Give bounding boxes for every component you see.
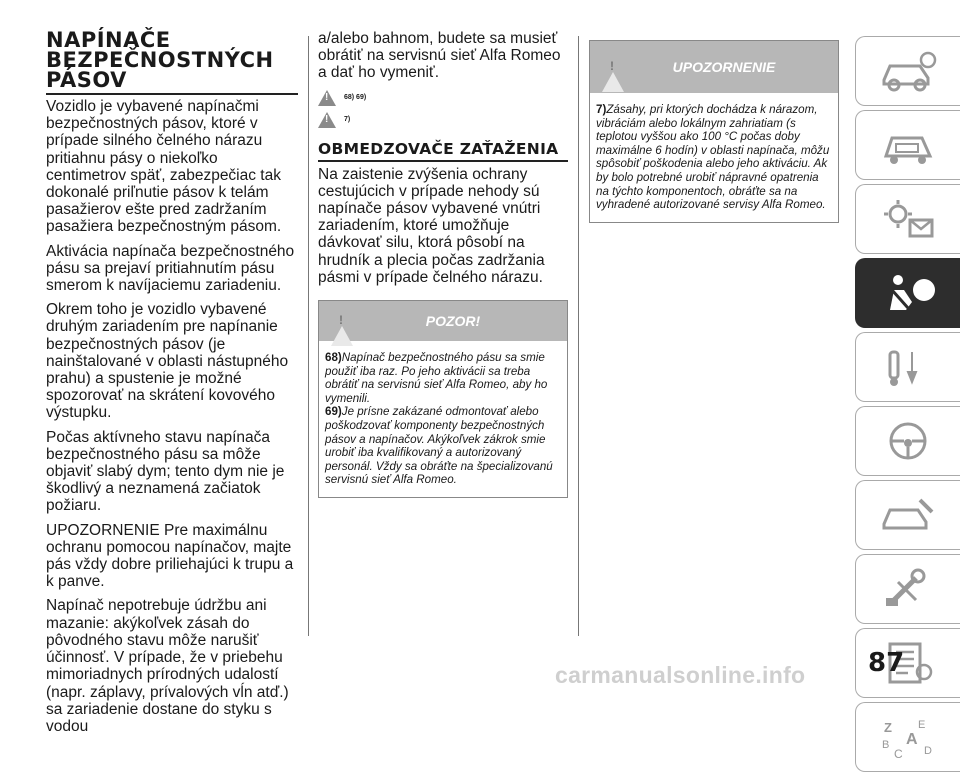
tab-emergency[interactable] xyxy=(855,480,960,550)
caution-box xyxy=(589,40,839,223)
paragraph: Napínač nepotrebuje údržbu ani mazanie: akýkoľvek zásah do pôvodného stavu môže narušiť účinnosť. V prípade, že v priebehu mimoriadnych prírodných udalostí (napr. záplavy, prívalových vĺn atď.) sa zariadenie dostane do styku s vodou xyxy=(46,597,289,735)
tab-safety[interactable] xyxy=(855,258,960,328)
tab-index[interactable] xyxy=(855,702,960,772)
caution-triangle-icon xyxy=(602,55,624,73)
column-middle xyxy=(318,30,568,498)
tab-car-info[interactable] xyxy=(855,36,960,106)
caution-box-body xyxy=(590,93,838,222)
car-dashboard-icon xyxy=(876,122,940,168)
steering-wheel-icon xyxy=(876,418,940,464)
caution-box-title: UPOZORNENIE xyxy=(672,59,776,75)
caution-item: 7)Zásahy, pri ktorých dochádza k nárazom, vibráciám alebo lokálnym zahriatiam (s teplotou vyššou ako 100 °C počas doby maximálne 6 hodín) v oblasti napínača, môžu spôsobiť poškodenia alebo jeho aktiváciu. Ak by bolo potrebné urobiť nápravné opatrenia na týchto komponentoch, obráťte sa na vyhradené autorizované servisy Alfa Romeo. xyxy=(596,103,830,212)
key-start-icon xyxy=(876,344,940,390)
page-number: 87 xyxy=(868,648,905,678)
column-left xyxy=(46,30,298,742)
watermark: carmanualsonline.info xyxy=(555,662,806,688)
paragraph: Aktivácia napínača bezpečnostného pásu sa prejaví pritiahnutím pásu smerom k navíjaciemu zariadeniu. xyxy=(46,242,295,295)
reference-number: 7) xyxy=(344,116,351,124)
caution-box-header xyxy=(590,41,838,93)
column-divider xyxy=(308,36,309,636)
warning-item: 69)Je prísne zakázané odmontovať alebo poškodzovať komponenty bezpečnostných pásov a napínačov. Akýkoľvek zákrok smie urobiť iba kvalifikovaný a autorizovaný personál. Vždy sa obráťte na špecializovanú servisnú sieť Alfa Romeo. xyxy=(325,405,553,487)
warning-lights-icon xyxy=(876,196,940,242)
warning-triangle-icon xyxy=(318,90,336,106)
paragraph: UPOZORNENIE Pre maximálnu ochranu pomocou napínačov, majte pás vždy dobre priliehajúci k trupu a k panve. xyxy=(46,521,294,591)
column-divider xyxy=(578,36,579,636)
warning-reference xyxy=(318,89,568,107)
svg-text:A: A xyxy=(906,731,918,748)
warning-box xyxy=(318,300,568,498)
warning-box-body xyxy=(319,341,567,497)
warning-box-header xyxy=(319,301,567,341)
paragraph: Na zaistenie zvýšenia ochrany cestujúcich v prípade nehody sú napínače pásov vybavené vnútri zariadením, ktoré umožňuje dávkovať silu, ktorá pôsobí na hrudník a plecia počas zadržania pásmi v prípade čelného nárazu. xyxy=(318,165,545,286)
paragraph: Počas aktívneho stavu napínača bezpečnostného pásu sa môže objaviť slabý dym; tento dym nie je škodlivý a neznamená začiatok požiaru. xyxy=(46,428,285,515)
warning-triangle-icon xyxy=(331,309,353,327)
svg-text:E: E xyxy=(918,719,926,731)
car-info-icon xyxy=(876,48,940,94)
section-title-pretensioners: NAPÍNAČE BEZPEČNOSTNÝCH PÁSOV xyxy=(46,30,298,95)
tab-starting[interactable] xyxy=(855,332,960,402)
caution-reference xyxy=(318,111,568,129)
warning-box-title: POZOR! xyxy=(425,313,481,330)
tools-icon xyxy=(876,566,940,612)
reference-number: 68) 69) xyxy=(344,94,367,102)
car-maintenance-icon xyxy=(876,492,940,538)
column-right xyxy=(589,30,839,223)
tab-driving[interactable] xyxy=(855,406,960,476)
paragraph: a/alebo bahnom, budete sa musieť obrátiť na servisnú sieť Alfa Romeo a dať ho vymeniť. xyxy=(318,30,561,82)
section-title-load-limiters: OBMEDZOVAČE ZAŤAŽENIA xyxy=(318,141,568,162)
paragraph: Vozidlo je vybavené napínačmi bezpečnostných pásov, ktoré v prípade silného čelného nárazu pritiahnu pásy o niekoľko centimetrov späť, zabezpečiac tak dokonalé priľnutie pásov k telám pasažierov ešte pred zadržaním pasažiera bezpečnostným pásom. xyxy=(46,98,282,236)
tab-maintenance[interactable] xyxy=(855,554,960,624)
svg-text:C: C xyxy=(894,747,903,760)
paragraph: Okrem toho je vozidlo vybavené druhým zariadením pre napínanie bezpečnostných pásov (je nainštalované v oblasti nástupného prahu) a spustenie je možné spozorovať na skrátení kovového výstupku. xyxy=(46,301,289,422)
tab-warning-lights[interactable] xyxy=(855,184,960,254)
warning-item: 68)Napínač bezpečnostného pásu sa smie použiť iba raz. Po jeho aktivácii sa treba obrátiť na servisnú sieť Alfa Romeo, aby ho vymenili. xyxy=(325,351,548,405)
svg-text:D: D xyxy=(924,745,932,757)
airbag-safety-icon xyxy=(876,270,940,316)
svg-text:Z: Z xyxy=(884,720,892,735)
tab-dashboard[interactable] xyxy=(855,110,960,180)
svg-text:B: B xyxy=(882,739,890,751)
caution-triangle-icon xyxy=(318,112,336,128)
index-abc-icon xyxy=(876,714,940,760)
